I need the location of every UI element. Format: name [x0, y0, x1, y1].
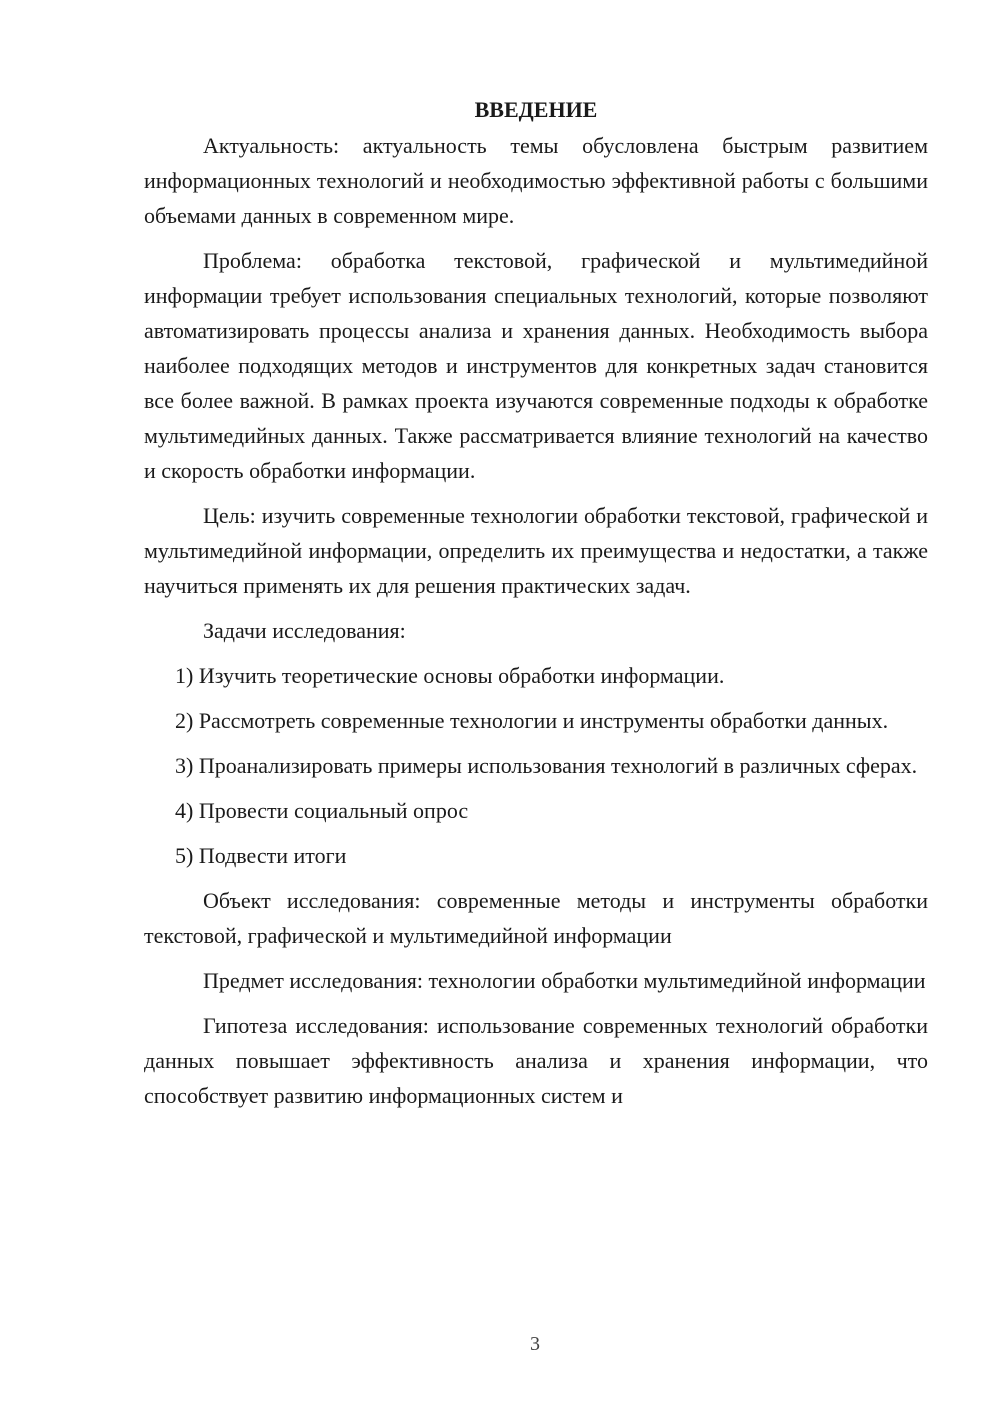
paragraph-tasks-heading: Задачи исследования: — [203, 618, 406, 643]
paragraph-object: Объект исследования: современные методы и инструменты обработки текстовой, графической и мультимедийной информации — [144, 888, 928, 948]
paragraph-relevance: Актуальность: актуальность темы обусловлена быстрым развитием информационных технологий и необходимостью эффективной работы с большими объемами данных в современном мире. — [144, 133, 928, 228]
paragraph-hypothesis: Гипотеза исследования: использование современных технологий обработки данных повышает эффективность анализа и хранения информации, что способствует развитию информационных систем и — [144, 1013, 928, 1108]
document-page — [144, 92, 928, 1123]
paragraph-subject: Предмет исследования: технологии обработки мультимедийной информации — [203, 968, 926, 993]
task-item-1: 1) Изучить теоретические основы обработки информации. — [175, 663, 725, 688]
section-title: ВВЕДЕНИЕ — [474, 97, 598, 122]
paragraph-goal: Цель: изучить современные технологии обработки текстовой, графической и мультимедийной информации, определить их преимущества и недостатки, а также научиться применять их для решения практических задач. — [144, 503, 928, 598]
task-item-3: 3) Проанализировать примеры использования технологий в различных сферах. — [175, 753, 918, 778]
task-item-4: 4) Провести социальный опрос — [175, 798, 469, 823]
page-number: 3 — [530, 1333, 540, 1355]
task-item-5: 5) Подвести итоги — [175, 843, 347, 868]
task-item-2: 2) Рассмотреть современные технологии и инструменты обработки данных. — [175, 708, 889, 733]
paragraph-problem: Проблема: обработка текстовой, графической и мультимедийной информации требует использования специальных технологий, которые позволяют автоматизировать процессы анализа и хранения данных. Необходимость выбора наиболее подходящих методов и инструментов для конкретных задач становится все более важной. В рамках проекта изучаются современные подходы к обработке мультимедийных данных. Также рассматривается влияние технологий на качество и скорость обработки информации. — [144, 248, 928, 483]
